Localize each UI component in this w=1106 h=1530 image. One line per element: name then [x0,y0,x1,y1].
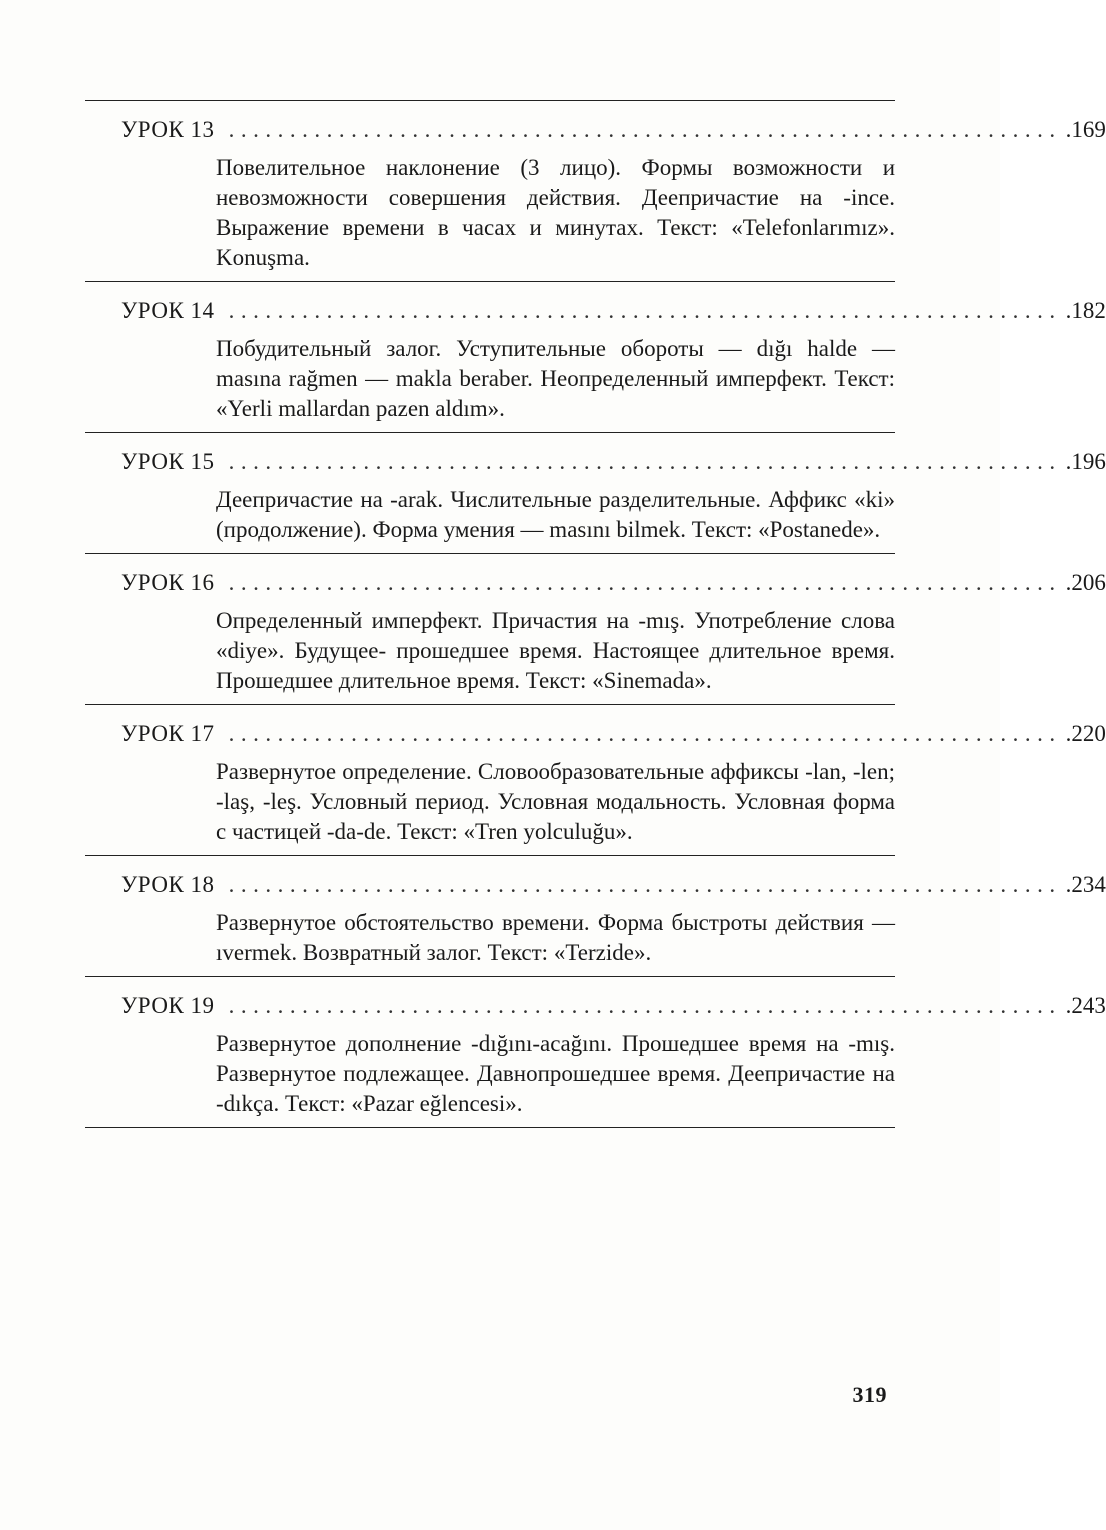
lesson-page-number: .196 [1065,449,1106,474]
lesson-page-number: .182 [1065,298,1106,323]
toc-entry-heading [85,568,1106,598]
toc-entry-lesson-13 [85,101,1106,281]
dot-leader: .................................................................... [228,117,1062,142]
lesson-description: Развернутое обстоятельство времени. Форма быстроты действия — ıvermek. Возвратный залог. Текст: «Terzide». [216,910,895,965]
lesson-label: УРОК 14 [121,298,215,323]
lesson-page-number: .206 [1065,570,1106,595]
divider [85,1127,895,1128]
lesson-label: УРОК 19 [121,993,215,1018]
lesson-description: Побудительный залог. Уступительные обороты — dığı halde — masına rağmen — makla beraber. Неопределенный имперфект. Текст: «Yerli mallardan pazen aldım». [216,336,895,421]
lesson-page-number: .243 [1065,993,1106,1018]
toc-entry-lesson-18 [85,856,1106,976]
lesson-description: Повелительное наклонение (3 лицо). Формы возможности и невозможности совершения действия. Деепричастие на -ince. Выражение времени в часах и минутах. Текст: «Telefonlarımız». Konuşma. [216,155,895,270]
toc-entry-lesson-14 [85,282,1106,432]
toc-entry-lesson-19 [85,977,1106,1127]
dot-leader: .................................................................... [228,298,1062,323]
toc-entry-heading [85,870,1106,900]
lesson-description: Определенный имперфект. Причастия на -mış. Употребление слова «diye». Будущее- прошедшее время. Настоящее длительное время. Прошедшее длительное время. Текст: «Sinemada». [216,608,895,693]
dot-leader: .................................................................... [228,993,1062,1018]
dot-leader: .................................................................... [228,570,1062,595]
lesson-label: УРОК 16 [121,570,215,595]
toc-entry-lesson-15 [85,433,1106,553]
toc-entry-heading [85,719,1106,749]
lesson-page-number: .169 [1065,117,1106,142]
lesson-label: УРОК 13 [121,117,215,142]
lesson-description: Деепричастие на -arak. Числительные разделительные. Аффикс «ki» (продолжение). Форма умения — masını bilmek. Текст: «Postanede». [216,487,895,542]
dot-leader: .................................................................... [228,721,1062,746]
table-of-contents [85,100,1106,1128]
toc-entry-heading [85,115,1106,145]
lesson-description: Развернутое дополнение -dığını-acağını. Прошедшее время на -mış. Развернутое подлежащее. Давнопрошедшее время. Деепричастие на -dıkça. Текст: «Pazar eğlencesi». [216,1031,895,1116]
lesson-page-number: .220 [1065,721,1106,746]
lesson-label: УРОК 17 [121,721,215,746]
dot-leader: .................................................................... [228,449,1062,474]
lesson-label: УРОК 18 [121,872,215,897]
toc-entry-lesson-16 [85,554,1106,704]
lesson-label: УРОК 15 [121,449,215,474]
toc-entry-heading [85,296,1106,326]
lesson-description: Развернутое определение. Словообразовательные аффиксы -lan, -len; -laş, -leş. Условный период. Условная модальность. Условная форма с частицей -da-de. Текст: «Tren yolculuğu». [216,759,895,844]
toc-entry-heading [85,447,1106,477]
toc-entry-lesson-17 [85,705,1106,855]
toc-entry-heading [85,991,1106,1021]
page-number: 319 [852,1382,887,1407]
lesson-page-number: .234 [1065,872,1106,897]
dot-leader: .................................................................... [228,872,1062,897]
